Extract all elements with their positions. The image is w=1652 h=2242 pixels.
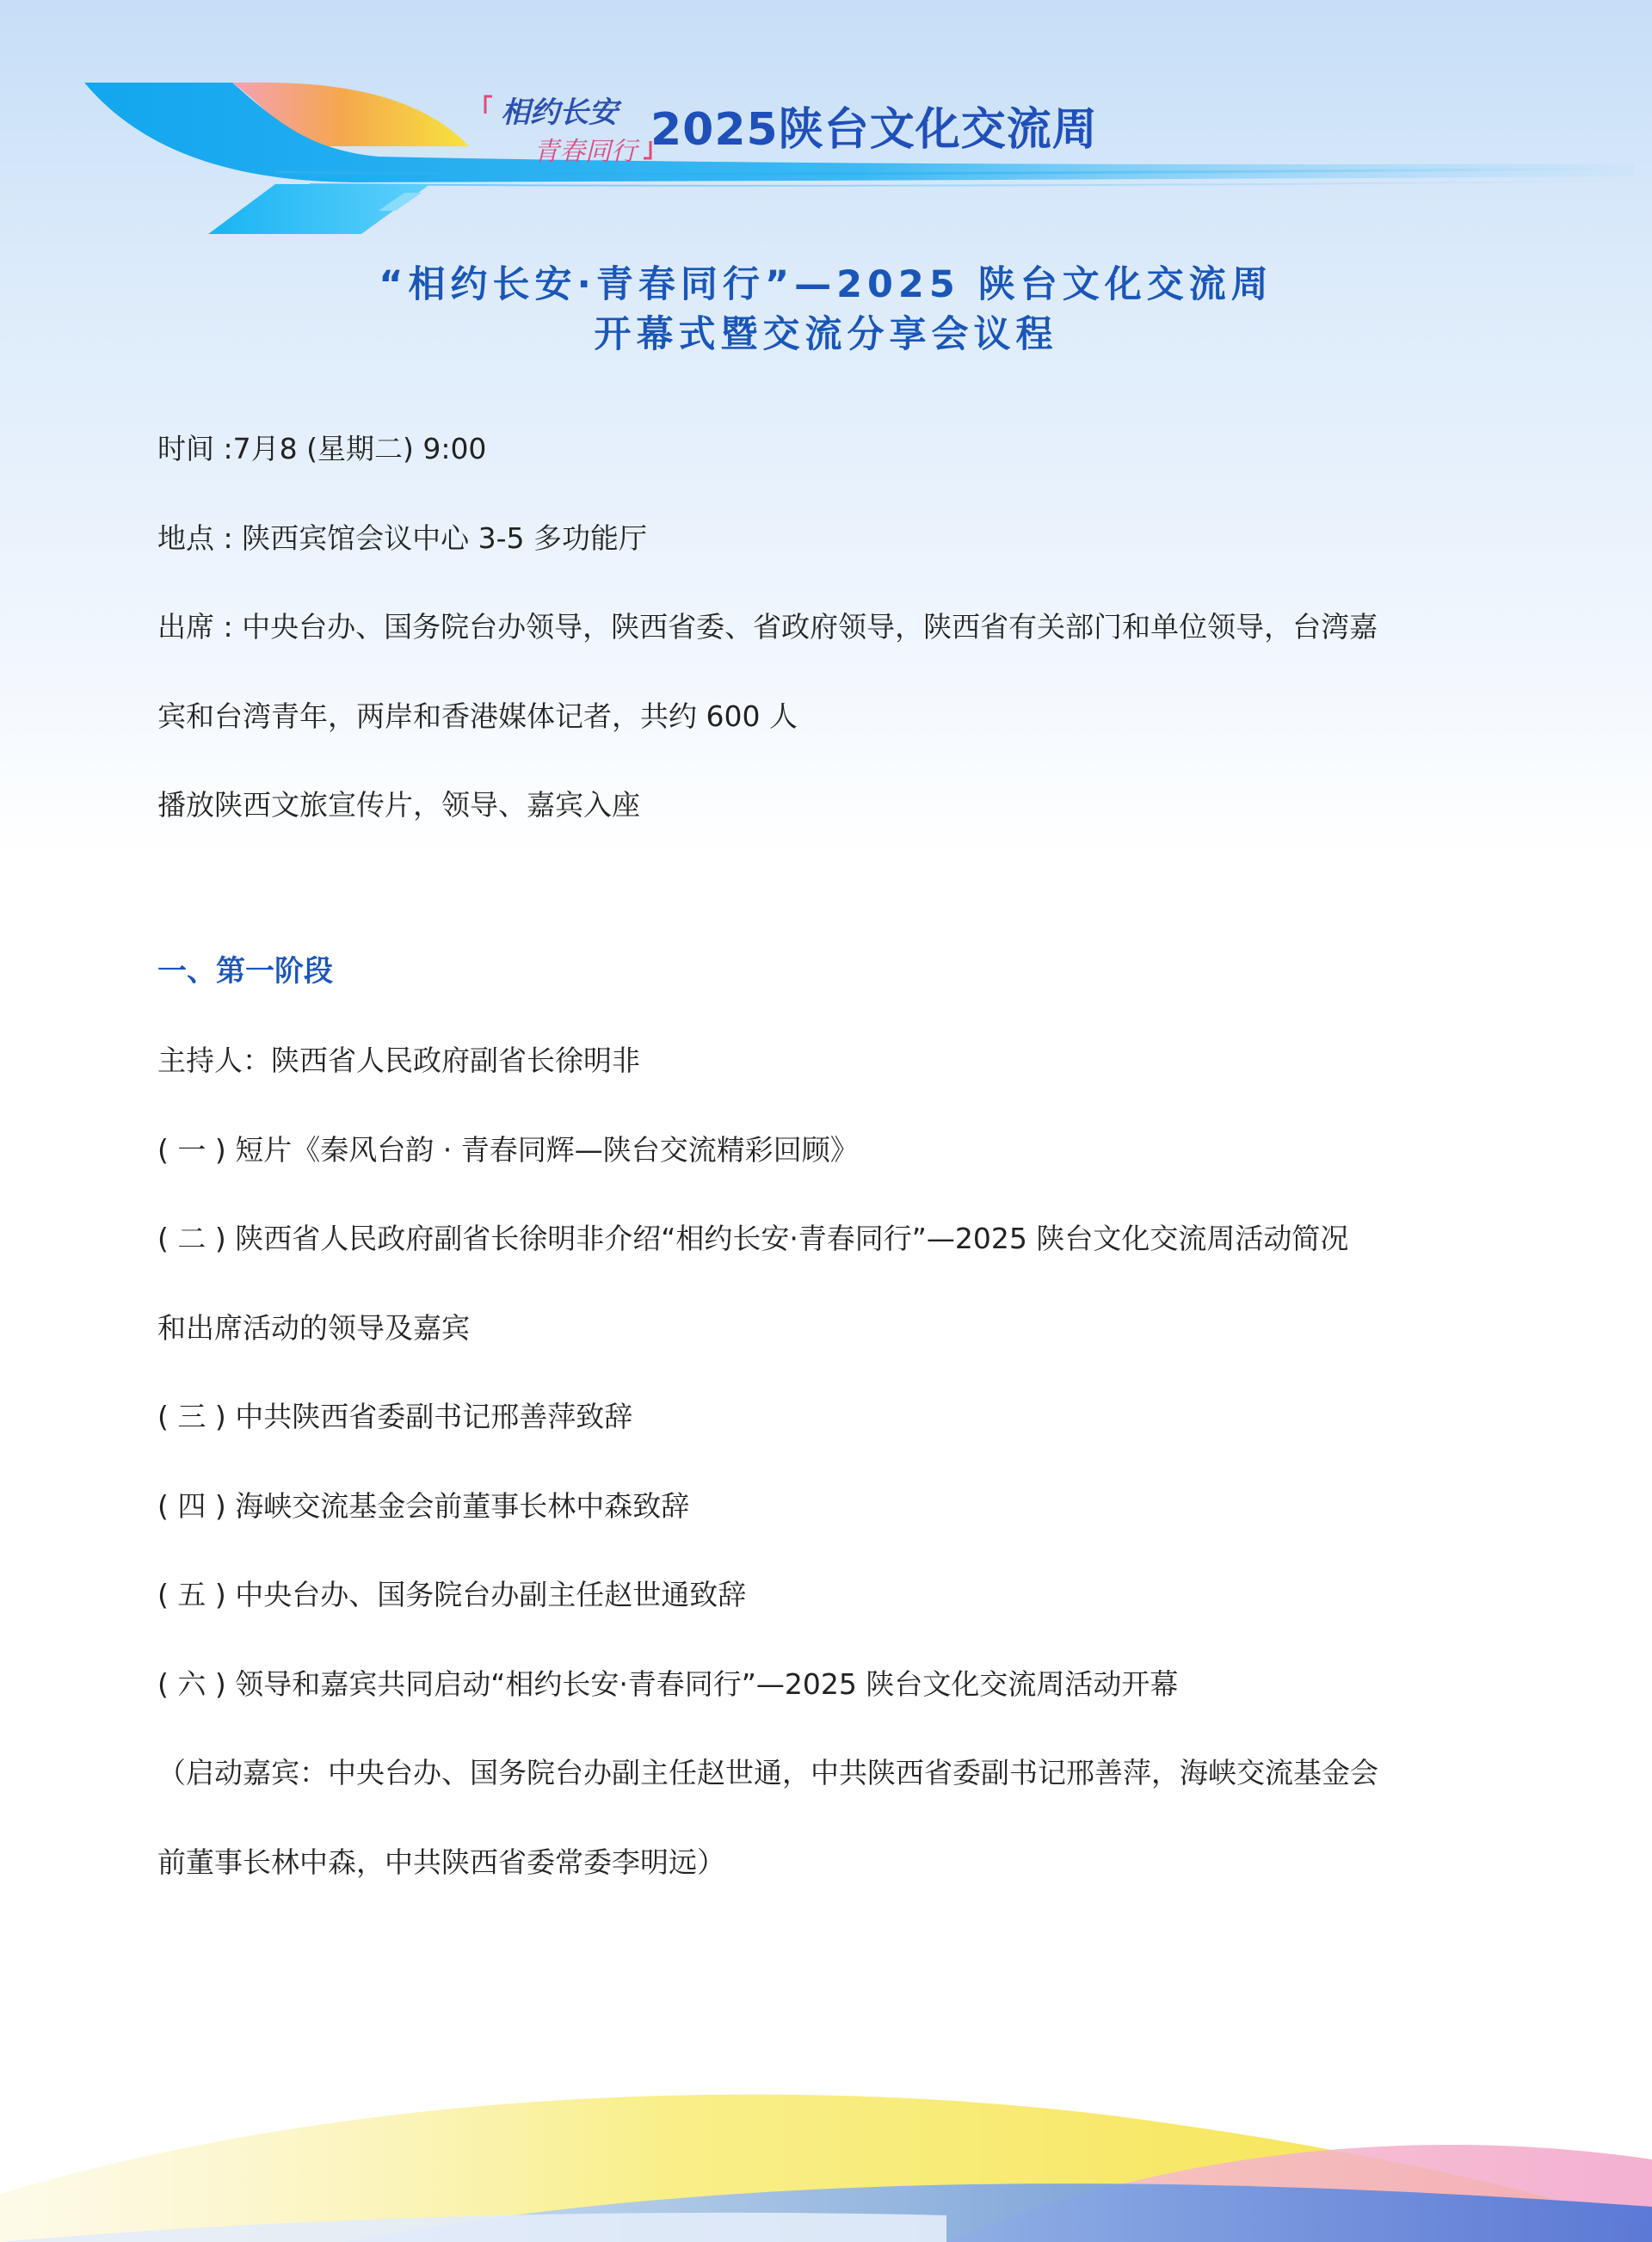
launch-guests-line2: 前董事长林中森，中共陕西省委常委李明远） <box>157 1845 725 1879</box>
agenda-item-4: ( 四 ) 海峡交流基金会前董事长林中森致辞 <box>157 1488 690 1523</box>
agenda-item-2-line2: 和出席活动的领导及嘉宾 <box>157 1310 470 1345</box>
page-title <box>0 260 1652 360</box>
agenda-item-5: ( 五 ) 中央台办、国务院台办副主任赵世通致辞 <box>157 1578 747 1611</box>
event-venue: 地点 : 陕西宾馆会议中心 3-5 多功能厅 <box>157 520 647 555</box>
event-time: 时间 :7月8 (星期二) 9:00 <box>157 432 487 465</box>
section-host: 主持人：陕西省人民政府副省长徐明非 <box>157 1044 640 1077</box>
page-title-line2: 开幕式暨交流分享会议程 <box>594 313 1058 356</box>
agenda-item-3: ( 三 ) 中共陕西省委副书记邢善萍致辞 <box>157 1400 633 1433</box>
event-attendees-line2: 宾和台湾青年，两岸和香港媒体记者，共约 600 人 <box>157 699 798 733</box>
page-title-line1: “相约长安·青春同行”—2025 陕台文化交流周 <box>379 263 1273 306</box>
agenda-item-2-line1: ( 二 ) 陕西省人民政府副省长徐明非介绍“相约长安·青春同行”—2025 陕台文化交流周活动简况 <box>157 1222 1349 1255</box>
event-attendees-line1: 出席 : 中央台办、国务院台办领导，陕西省委、省政府领导，陕西省有关部门和单位领导，台湾嘉 <box>157 610 1378 644</box>
footer-wave-art <box>0 2022 1652 2242</box>
svg-text:青春同行: 青春同行 <box>533 137 637 167</box>
svg-text:相约长安: 相约长安 <box>501 95 618 130</box>
agenda-content <box>157 404 1500 1906</box>
agenda-item-1: ( 一 ) 短片《秦风台韵 · 青春同辉—陕台交流精彩回顾》 <box>157 1132 859 1167</box>
event-seal-logo <box>482 84 654 170</box>
brand-title: 2025陕台文化交流周 <box>650 104 1098 156</box>
agenda-item-6: ( 六 ) 领导和嘉宾共同启动“相约长安·青春同行”—2025 陕台文化交流周活动开幕 <box>157 1666 1179 1701</box>
event-opening: 播放陕西文旅宣传片，领导、嘉宾入座 <box>157 788 640 822</box>
section-heading: 一、第一阶段 <box>157 953 333 989</box>
launch-guests-line1: （启动嘉宾：中央台办、国务院台办副主任赵世通，中共陕西省委副书记邢善萍，海峡交流基金会 <box>157 1756 1378 1789</box>
